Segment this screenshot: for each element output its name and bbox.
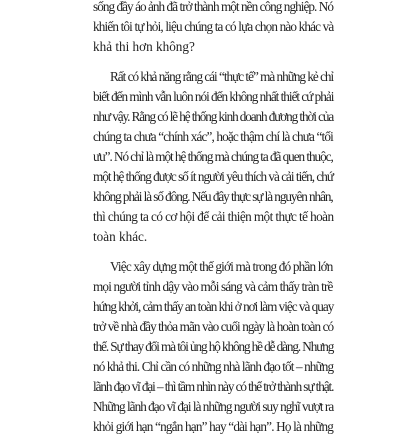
text-line: hứng khởi, cảm thấy an toàn khi ở nơi làm việc và quay [93,299,334,314]
text-line: một hệ thống được số ít người yêu thích và cải tiến, chứ [93,169,334,184]
text-line: toàn khác. [93,229,148,244]
text-line: thể. Sự thay đổi mà tôi ủng hộ không hề dễ dàng. Nhưng [93,339,334,354]
text-line: không phải là số đông. Nếu đây thực sự là nguyên nhân, [93,189,333,204]
text-line: lãnh đạo vĩ đại – thì tầm nhìn này có thể trở thành sự thật. [93,379,334,394]
text-line: Việc xây dựng một thế giới mà trong đó phần lớn [110,259,333,274]
text-line: khỏi giới hạn “ngắn hạn” hay “dài hạn”. Họ là những [93,419,334,434]
text-line: thì chúng ta có cơ hội để cải thiện một thực tế hoàn [93,209,334,224]
text-line: chúng ta chưa “chính xác”, hoặc thậm chí là chưa “tối [93,129,333,144]
text-line: Những lãnh đạo vĩ đại là những người suy nghĩ vượt ra [93,399,334,414]
text-line: như vậy. Rằng có lẽ hệ thống kinh doanh đương thời của [93,109,334,124]
text-line: Rất có khả năng rằng cái “thực tế” mà những kẻ chỉ [110,69,334,84]
text-line: ưu”. Nó chỉ là một hệ thống mà chúng ta đã quen thuộc, [93,149,333,164]
text-line: biết đến mình vẫn luôn nói đến không nhất thiết cứ phải [93,89,334,104]
text-line: sống đầy áo ảnh đã trở thành một nền công nghiệp. Nó [93,0,333,14]
text-line: khả thi hơn không? [93,39,195,54]
text-line: mọi người tỉnh dậy vào mỗi sáng và cảm thấy tràn trề [93,279,333,294]
text-line: trở về nhà đầy thỏa mãn vào cuối ngày là hoàn toàn có [93,319,334,334]
text-line: nó khả thi. Chỉ cần có những nhà lãnh đạo tốt – những [93,359,334,374]
text-line: khiến tôi tự hỏi, liệu chúng ta có lựa chọn nào khác và [93,19,334,34]
